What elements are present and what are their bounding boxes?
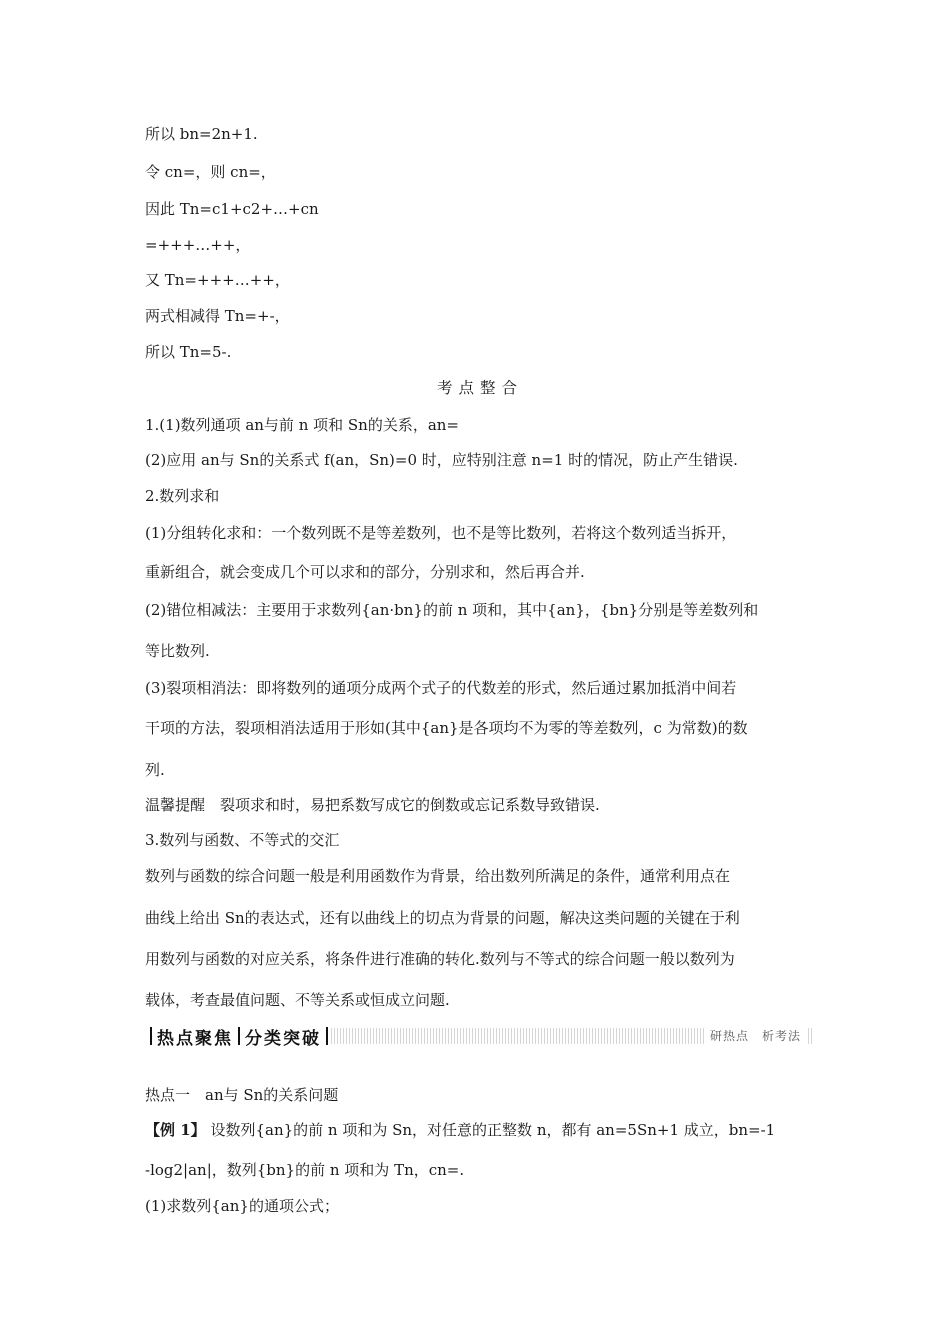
example-text: 设数列{an}的前 n 项和为 Sn，对任意的正整数 n，都有 an=5Sn+1 成立，bn=-1 bbox=[210, 1121, 776, 1139]
banner-title-a: 热点聚焦 bbox=[157, 1028, 233, 1049]
text-line: 干项的方法，裂项相消法适用于形如(其中{an}是各项均不为零的等差数列，c 为常数)的数 bbox=[145, 719, 748, 737]
banner-divider bbox=[150, 1027, 152, 1045]
section-banner bbox=[145, 1022, 813, 1050]
text-line: (2)应用 an与 Sn的关系式 f(an，Sn)=0 时，应特别注意 n=1 时的情况，防止产生错误. bbox=[145, 451, 738, 469]
text-line: 载体，考查最值问题、不等关系或恒成立问题. bbox=[145, 991, 450, 1009]
text-line: 列. bbox=[145, 761, 165, 779]
banner-title bbox=[145, 1024, 333, 1048]
text-line: 3.数列与函数、不等式的交汇 bbox=[145, 831, 340, 849]
text-line: (1)分组转化求和：一个数列既不是等差数列，也不是等比数列，若将这个数列适当拆开， bbox=[145, 524, 737, 542]
example-line-2: -log2|an|，数列{bn}的前 n 项和为 Tn，cn=. bbox=[145, 1161, 465, 1179]
text-line: 重新组合，就会变成几个可以求和的部分，分别求和，然后再合并. bbox=[145, 563, 585, 581]
banner-divider bbox=[238, 1027, 240, 1045]
section-title: 考点整合 bbox=[436, 379, 523, 397]
text-line: 两式相减得 Tn=+-， bbox=[145, 307, 290, 325]
text-line: 又 Tn=+++…++， bbox=[145, 271, 290, 289]
example-label: 【例 1】 bbox=[145, 1121, 206, 1139]
example-line bbox=[145, 1120, 815, 1140]
text-line: 曲线上给出 Sn的表达式，还有以曲线上的切点为背景的问题，解决这类问题的关键在于利 bbox=[145, 909, 740, 927]
text-line: 令 cn=，则 cn=， bbox=[145, 163, 276, 181]
question-line: (1)求数列{an}的通项公式； bbox=[145, 1197, 339, 1215]
banner-divider bbox=[326, 1027, 328, 1045]
text-line: 所以 Tn=5-. bbox=[145, 343, 232, 361]
text-line: 因此 Tn=c1+c2+…+cn bbox=[145, 200, 319, 218]
text-line: (2)错位相减法：主要用于求数列{an·bn}的前 n 项和，其中{an}，{bn}分别是等差数列和 bbox=[145, 601, 759, 619]
text-line: 数列与函数的综合问题一般是利用函数作为背景，给出数列所满足的条件，通常利用点在 bbox=[145, 867, 731, 885]
hot-heading: 热点一 an与 Sn的关系问题 bbox=[145, 1086, 339, 1104]
text-line: 1.(1)数列通项 an与前 n 项和 Sn的关系，an= bbox=[145, 416, 460, 434]
text-line: 2.数列求和 bbox=[145, 487, 220, 505]
text-line: 等比数列. bbox=[145, 642, 210, 660]
text-line: =+++…++， bbox=[145, 236, 251, 254]
text-line: 所以 bn=2n+1. bbox=[145, 125, 258, 143]
text-line: (3)裂项相消法：即将数列的通项分成两个式子的代数差的形式，然后通过累加抵消中间若 bbox=[145, 679, 737, 697]
banner-subtitle: 研热点 析考法 bbox=[704, 1026, 807, 1046]
banner-title-b: 分类突破 bbox=[245, 1028, 321, 1049]
text-line: 温馨提醒 裂项求和时，易把系数写成它的倒数或忘记系数导致错误. bbox=[145, 796, 600, 814]
text-line: 用数列与函数的对应关系，将条件进行准确的转化.数列与不等式的综合问题一般以数列为 bbox=[145, 950, 735, 968]
